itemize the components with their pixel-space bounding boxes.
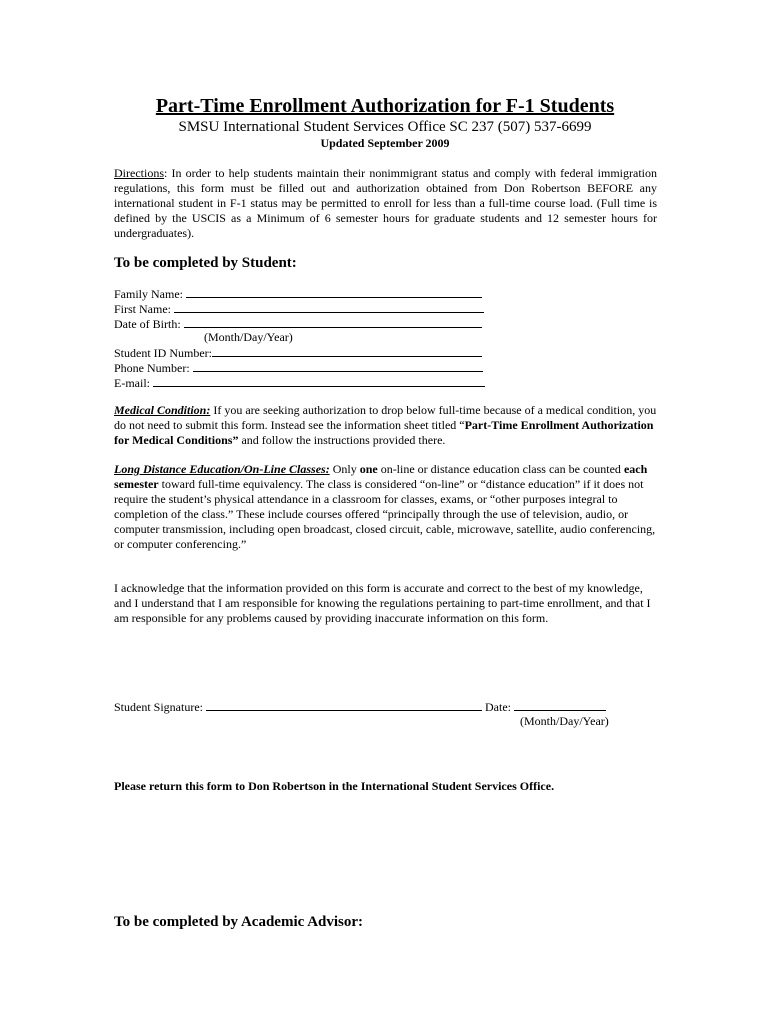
phone-line[interactable] (193, 360, 483, 372)
medical-label: Medical Condition: (114, 403, 211, 417)
advisor-section-heading: To be completed by Academic Advisor: (114, 914, 364, 930)
family-name-line[interactable] (186, 286, 482, 298)
dob-line[interactable] (184, 316, 482, 328)
email-line[interactable] (153, 375, 485, 387)
updated-date: Updated September 2009 (320, 136, 450, 150)
student-id-label: Student ID Number: (114, 346, 212, 360)
distance-label: Long Distance Education/On-Line Classes: (114, 462, 330, 476)
dob-field[interactable] (114, 316, 482, 332)
distance-bold-2: each semester (114, 462, 648, 491)
date-label: Date: (485, 700, 511, 714)
directions-label: Directions (114, 166, 164, 180)
medical-bold: Part-Time Enrollment Authorization for Medical Conditions” (114, 418, 654, 447)
office-info: SMSU International Student Services Office SC 237 (507) 537-6699 (178, 119, 592, 135)
email-label: E-mail: (114, 376, 150, 390)
date-line[interactable] (514, 699, 606, 711)
dob-hint: (Month/Day/Year) (204, 330, 293, 344)
first-name-label: First Name: (114, 302, 171, 316)
first-name-field[interactable] (114, 301, 484, 317)
distance-text-2: on-line or distance education class can be counted (377, 462, 624, 476)
distance-text-3: toward full-time equivalency. The class is considered “on-line” or “distance education” if it does not require the student’s physical attendance in a classroom for classes, exams, or “other purposes integral to completion of the class.” These include courses offered “principally through the use of television, audio, or computer transmission, including open broadcast, closed circuit, cable, microwave, satellite, audio conferencing, or computer conferencing.” (114, 477, 656, 551)
dob-label: Date of Birth: (114, 317, 181, 331)
family-name-field[interactable] (114, 286, 482, 302)
return-note: Please return this form to Don Robertson in the International Student Services Office. (114, 779, 555, 793)
medical-text-1: If you are seeking authorization to drop below full-time because of a medical condition, you do not need to submit this form. Instead see the information sheet titled “ (114, 403, 657, 432)
phone-label: Phone Number: (114, 361, 190, 375)
signature-date-hint: (Month/Day/Year) (520, 714, 609, 728)
signature-label: Student Signature: (114, 700, 203, 714)
phone-field[interactable] (114, 360, 483, 376)
signature-line[interactable] (206, 699, 482, 711)
email-field[interactable] (114, 375, 485, 391)
student-id-line[interactable] (212, 345, 482, 357)
directions-text: : In order to help students maintain their nonimmigrant status and comply with federal immigration regulations, this form must be filled out and authorization obtained from Don Robertson BEFORE any international student in F-1 status may be permitted to enroll for less than a full-time course load. (Full time is defined by the USCIS as a Minimum of 6 semester hours for graduate students and 12 semester hours for undergraduates). (114, 166, 657, 240)
student-section-heading: To be completed by Student: (114, 255, 297, 271)
distance-paragraph (114, 462, 657, 552)
family-name-label: Family Name: (114, 287, 183, 301)
medical-paragraph (114, 403, 657, 448)
page-title: Part-Time Enrollment Authorization for F-1 Students (155, 95, 615, 117)
signature-row[interactable] (114, 699, 606, 715)
acknowledgement-paragraph: I acknowledge that the information provided on this form is accurate and correct to the best of my knowledge, and I understand that I am responsible for knowing the regulations pertaining to part-time enrollment, and that I am responsible for any problems caused by providing inaccurate information on this form. (114, 581, 651, 625)
first-name-line[interactable] (174, 301, 484, 313)
student-id-field[interactable] (114, 345, 482, 361)
distance-bold-1: one (359, 462, 378, 476)
distance-text-1: Only (329, 462, 360, 476)
medical-text-2: and follow the instructions provided there. (238, 433, 446, 447)
directions-paragraph (114, 166, 657, 241)
